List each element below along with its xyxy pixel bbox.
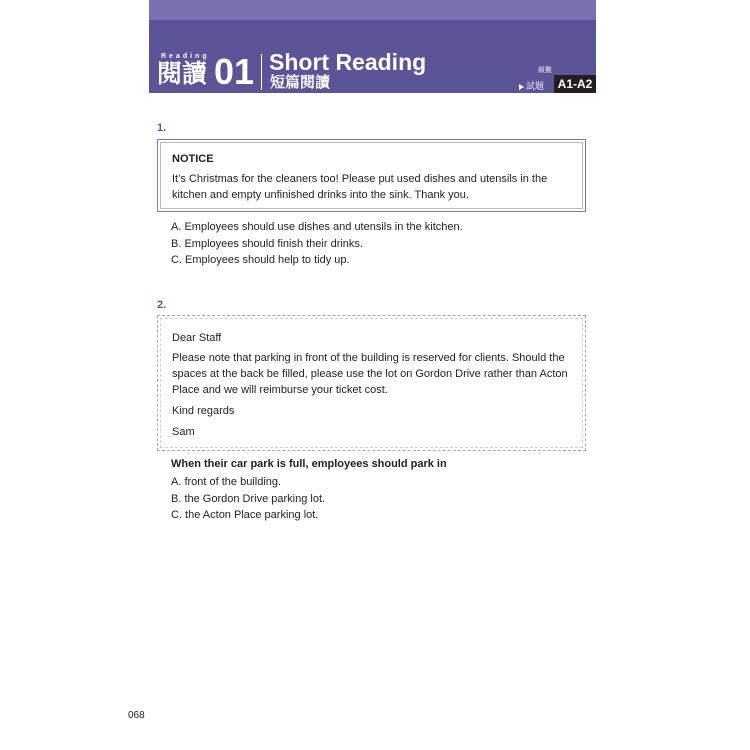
lesson-label-chinese: 閱讀	[157, 59, 208, 88]
option-c[interactable]: C. the Acton Place parking lot.	[171, 509, 319, 521]
level-badge: A1-A2	[554, 75, 596, 93]
triangle-right-icon	[519, 84, 524, 90]
question-1-number: 1.	[157, 122, 167, 134]
level-label	[519, 79, 544, 92]
page-number: 068	[128, 710, 145, 721]
letter-signature: Sam	[172, 426, 195, 438]
option-a[interactable]: A. Employees should use dishes and utensils in the kitchen.	[171, 221, 463, 233]
option-c[interactable]: C. Employees should help to tidy up.	[171, 254, 350, 266]
option-a[interactable]: A. front of the building.	[171, 476, 282, 488]
reading-tag: Reading	[161, 53, 210, 60]
page-header	[149, 0, 596, 93]
option-b[interactable]: B. Employees should finish their drinks.	[171, 237, 363, 250]
header-divider	[261, 54, 262, 90]
header-stripe	[149, 0, 596, 20]
option-b[interactable]: B. the Gordon Drive parking lot.	[171, 492, 326, 505]
question-2-prompt: When their car park is full, employees should park in	[171, 458, 447, 470]
level-caption: 級數	[538, 66, 552, 74]
notice-text: It’s Christmas for the cleaners too! Please put used dishes and utensils in the kitchen and empty unfinished drinks into the sink. Thank you.	[172, 173, 548, 201]
letter-box	[157, 315, 586, 451]
letter-body: Please note that parking in front of the building is reserved for clients. Should the spaces at the back be filled, please use the lot on Gordon Drive rather than Acton Place and we will reimburse your ticket cost.	[172, 352, 568, 396]
notice-box	[157, 139, 586, 212]
question-1-options	[171, 219, 463, 269]
letter-greeting: Dear Staff	[172, 332, 222, 344]
notice-title: NOTICE	[172, 153, 214, 165]
question-2-options	[171, 474, 325, 524]
letter-closing: Kind regards	[172, 405, 235, 417]
section-title: Short Reading	[269, 49, 427, 75]
level-label-text: 試題	[526, 82, 545, 92]
question-2-number: 2.	[157, 299, 167, 311]
lesson-number: 01	[214, 51, 255, 92]
section-title-chinese: 短篇閱讀	[270, 73, 331, 91]
